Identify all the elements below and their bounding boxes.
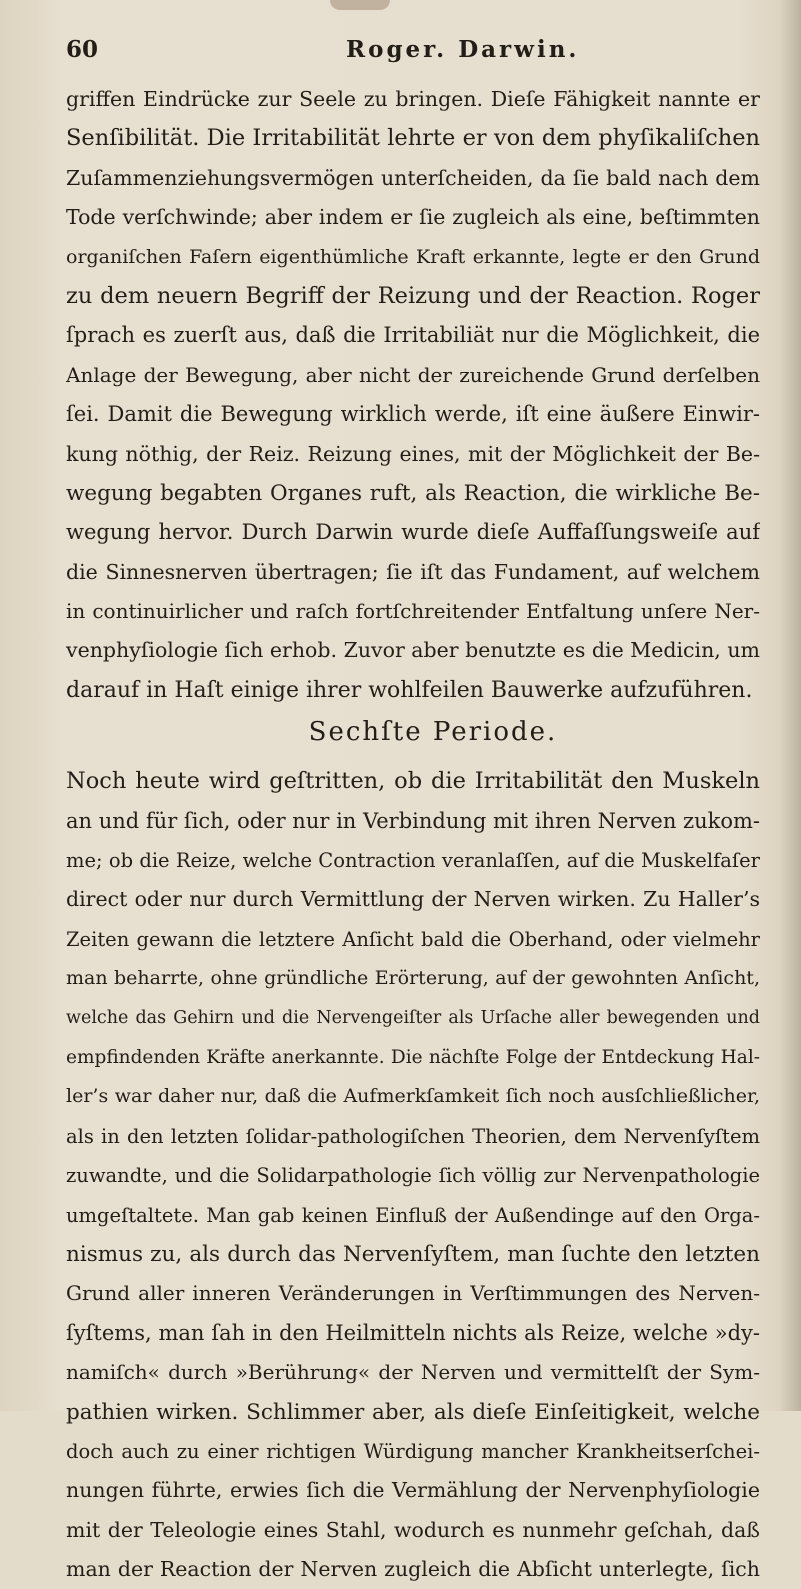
paragraph-1 xyxy=(66,80,760,710)
paragraph-2 xyxy=(66,762,760,1589)
text-line: die Sinnesnerven übertragen; ſie iſt das Fundament, auf welchem xyxy=(66,559,760,584)
text-line: Tode verſchwinde; aber indem er ſie zugleich als eine, beſtimmten xyxy=(66,205,760,230)
text-line: ler’s war daher nur, daß die Aufmerkſamkeit ſich noch ausſchließlicher, xyxy=(66,1085,760,1108)
text-line: mit der Teleologie eines Stahl, wodurch es nunmehr geſchah, daß xyxy=(66,1517,760,1542)
text-line: an und für ſich, oder nur in Verbindung mit ihren Nerven zukom- xyxy=(66,808,760,833)
page-header xyxy=(66,36,756,68)
text-line: wegung begabten Organes ruft, als Reaction, die wirkliche Be- xyxy=(66,480,760,506)
text-line: umgeſtaltete. Man gab keinen Einfluß der Außendinge auf den Orga- xyxy=(66,1203,760,1227)
text-line: nismus zu, als durch das Nervenſyſtem, man ſuchte den letzten xyxy=(66,1241,760,1267)
text-line: organiſchen Faſern eigenthümliche Kraft erkannte, legte er den Grund xyxy=(66,245,760,268)
page-edge-shadow xyxy=(779,0,801,1411)
text-line: griffen Eindrücke zur Seele zu bringen. Dieſe Fähigkeit nannte er xyxy=(66,87,760,111)
text-line: doch auch zu einer richtigen Würdigung mancher Krankheitserſchei- xyxy=(66,1439,760,1463)
text-line: empfindenden Kräfte anerkannte. Die nächſte Folge der Entdeckung Hal- xyxy=(66,1046,760,1068)
text-line: pathien wirken. Schlimmer aber, als dieſe Einſeitigkeit, welche xyxy=(66,1399,760,1425)
body-text xyxy=(66,80,760,1589)
running-head: Roger. Darwin. xyxy=(346,36,580,63)
text-line: kung nöthig, der Reiz. Reizung eines, mit der Möglichkeit der Be- xyxy=(66,441,760,466)
text-line: man der Reaction der Nerven zugleich die Abſicht unterlegte, ſich xyxy=(66,1557,760,1582)
text-line: in continuirlicher und raſch fortſchreitender Entfaltung unſere Ner- xyxy=(66,599,760,624)
page-number: 60 xyxy=(66,36,99,63)
text-line: nungen führte, erwies ſich die Vermählung der Nervenphyſiologie xyxy=(66,1478,760,1503)
text-line: zuwandte, und die Solidarpathologie ſich völlig zur Nervenpathologie xyxy=(66,1164,760,1188)
section-title: Sechſte Periode. xyxy=(308,717,558,748)
text-line: ſyſtems, man ſah in den Heilmitteln nichts als Reize, welche »dy- xyxy=(66,1320,760,1345)
text-line: venphyſiologie ſich erhob. Zuvor aber benutzte es die Medicin, um xyxy=(66,638,760,663)
page-stain xyxy=(330,0,390,10)
text-line: ſprach es zuerſt aus, daß die Irritabiliät nur die Möglichkeit, die xyxy=(66,323,760,348)
text-line: Grund aller inneren Veränderungen in Verſtimmungen des Nerven- xyxy=(66,1281,760,1306)
text-line: man beharrte, ohne gründliche Erörterung, auf der gewohnten Anſicht, xyxy=(66,967,760,990)
text-line: wegung hervor. Durch Darwin wurde dieſe Auffaſſungsweiſe auf xyxy=(66,520,760,545)
text-line: darauf in Haſt einige ihrer wohlfeilen Bauwerke aufzuführen. xyxy=(66,677,753,703)
text-line: Zeiten gewann die letztere Anſicht bald die Oberhand, oder vielmehr xyxy=(66,927,760,951)
text-line: welche das Gehirn und die Nervengeiſter als Urſache aller bewegenden und xyxy=(66,1007,760,1028)
text-line: me; ob die Reize, welche Contraction veranlaſſen, auf die Muskelfaſer xyxy=(66,849,760,873)
text-line: namiſch« durch »Berührung« der Nerven und vermittelſt der Sym- xyxy=(66,1360,760,1385)
text-line: ſei. Damit die Bewegung wirklich werde, iſt eine äußere Einwir- xyxy=(66,402,760,427)
text-line: Senſibilität. Die Irritabilität lehrte er von dem phyſikaliſchen xyxy=(66,125,760,152)
text-line: direct oder nur durch Vermittlung der Nerven wirken. Zu Haller’s xyxy=(66,887,760,912)
text-line: zu dem neuern Begriff der Reizung und der Reaction. Roger xyxy=(66,282,760,309)
text-line: Zuſammenziehungsvermögen unterſcheiden, da ſie bald nach dem xyxy=(66,165,760,190)
text-line: als in den letzten ſolidar-pathologiſchen Theorien, dem Nervenſyſtem xyxy=(66,1124,760,1148)
text-line: Anlage der Bewegung, aber nicht der zureichende Grund derſelben xyxy=(66,362,760,387)
text-line: Noch heute wird geſtritten, ob die Irritabilität den Muskeln xyxy=(66,768,760,795)
